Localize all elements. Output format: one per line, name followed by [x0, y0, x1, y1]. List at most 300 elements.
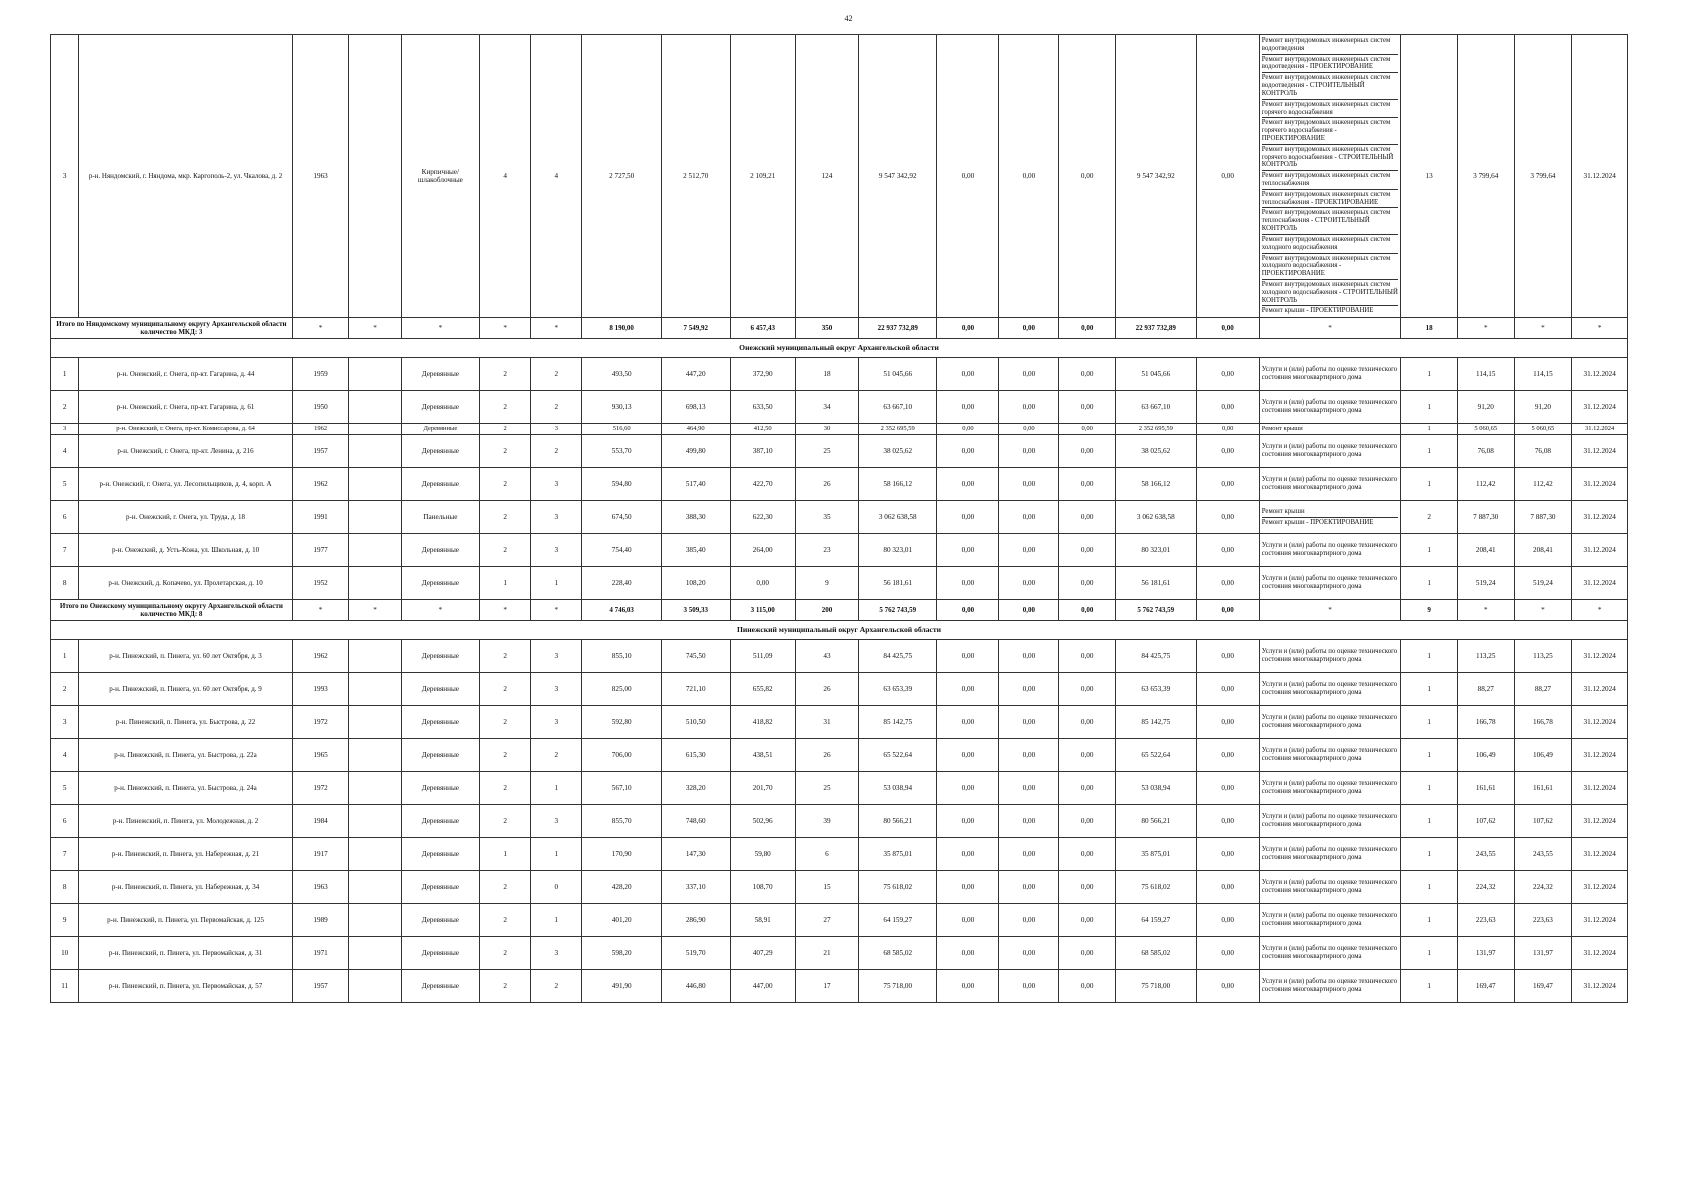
- cell-unit-cost: 88,27: [1457, 673, 1514, 706]
- cell-entrances: 3: [531, 937, 582, 970]
- cell-wall-material: Деревянные: [401, 567, 479, 600]
- cell-work-count: 1: [1401, 435, 1458, 468]
- cell-cost-total: 68 585,02: [859, 937, 937, 970]
- cell-area-total: 516,60: [582, 424, 662, 435]
- cell-wall-material: Деревянные: [401, 904, 479, 937]
- cell-empty: [349, 739, 401, 772]
- cell-completion-date: 31.12.2024: [1572, 424, 1628, 435]
- cell-cost-total: 84 425,75: [859, 640, 937, 673]
- cell-area-total: 855,70: [582, 805, 662, 838]
- work-item: Ремонт внутридомовых инженерных систем горячего водоснабжения - ПРОЕКТИРОВАНИЕ: [1262, 118, 1399, 144]
- cell-year: 1984: [292, 805, 349, 838]
- cell-num: 2: [51, 673, 79, 706]
- cell-fund-3: 0,00: [1059, 937, 1116, 970]
- cell-residents: 9: [795, 567, 858, 600]
- cell-floors: 1: [480, 567, 531, 600]
- cell-fund-4: 0,00: [1196, 970, 1259, 1003]
- cell-star: *: [1572, 600, 1628, 621]
- cell-area-premises: 517,40: [661, 468, 730, 501]
- cell-area-total: 855,10: [582, 640, 662, 673]
- cell-fund-3: 0,00: [1059, 805, 1116, 838]
- cell-area-total: 4 746,03: [582, 600, 662, 621]
- cell-fund-1: 0,00: [937, 600, 999, 621]
- cell-area-residential: 438,51: [730, 739, 795, 772]
- cell-year: 1965: [292, 739, 349, 772]
- cell-fund-1: 0,00: [937, 567, 999, 600]
- cell-residents: 18: [795, 358, 858, 391]
- cell-residents: 30: [795, 424, 858, 435]
- cell-wall-material: Деревянные: [401, 673, 479, 706]
- work-item: Ремонт внутридомовых инженерных систем горячего водоснабжения - СТРОИТЕЛЬНЫЙ КОНТРОЛЬ: [1262, 145, 1399, 171]
- cell-area-residential: 108,70: [730, 871, 795, 904]
- cell-floors: 2: [480, 358, 531, 391]
- cell-unit-cost: 131,97: [1457, 937, 1514, 970]
- cell-year: 1962: [292, 424, 349, 435]
- cell-owners-funds: 9 547 342,92: [1116, 35, 1197, 318]
- cell-num: 3: [51, 706, 79, 739]
- cell-area-premises: 108,20: [661, 567, 730, 600]
- cell-area-premises: 147,30: [661, 838, 730, 871]
- cell-fund-2: 0,00: [999, 904, 1059, 937]
- cell-area-total: 598,20: [582, 937, 662, 970]
- cell-floors: 2: [480, 739, 531, 772]
- cell-entrances: 1: [531, 904, 582, 937]
- cell-address: р-н. Онежский, г. Онега, пр-кт. Комиссарова, д. 64: [79, 424, 292, 435]
- cell-fund-4: 0,00: [1196, 391, 1259, 424]
- cell-entrances: 3: [531, 468, 582, 501]
- cell-unit-cost-max: 107,62: [1514, 805, 1572, 838]
- cell-entrances: 2: [531, 435, 582, 468]
- work-item: Ремонт крыши - ПРОЕКТИРОВАНИЕ: [1261, 518, 1374, 526]
- cell-completion-date: 31.12.2024: [1572, 640, 1628, 673]
- cell-residents: 34: [795, 391, 858, 424]
- cell-star: *: [1457, 318, 1514, 339]
- cell-fund-1: 0,00: [937, 805, 999, 838]
- cell-unit-cost: 106,49: [1457, 739, 1514, 772]
- table-row: [51, 970, 1628, 1003]
- cell-num: 1: [51, 358, 79, 391]
- cell-year: 1991: [292, 501, 349, 534]
- cell-wall-material: Деревянные: [401, 534, 479, 567]
- cell-fund-3: 0,00: [1059, 501, 1116, 534]
- cell-fund-4: 0,00: [1196, 838, 1259, 871]
- cell-unit-cost: 113,25: [1457, 640, 1514, 673]
- cell-completion-date: 31.12.2024: [1572, 706, 1628, 739]
- cell-cost-total: 80 323,01: [859, 534, 937, 567]
- cell-cost-total: 51 045,66: [859, 358, 937, 391]
- work-item: Ремонт внутридомовых инженерных систем водоотведения - ПРОЕКТИРОВАНИЕ: [1262, 55, 1399, 74]
- cell-year: 1959: [292, 358, 349, 391]
- cell-wall-material: Деревянные: [401, 424, 479, 435]
- cell-unit-cost: 223,63: [1457, 904, 1514, 937]
- cell-fund-3: 0,00: [1059, 391, 1116, 424]
- cell-address: р-н. Пинежский, п. Пинега, ул. Молодежная, д. 2: [79, 805, 292, 838]
- cell-completion-date: 31.12.2024: [1572, 35, 1628, 318]
- cell-owners-funds: 75 618,02: [1116, 871, 1197, 904]
- cell-fund-2: 0,00: [999, 501, 1059, 534]
- cell-work-types: Услуги и (или) работы по оценке технического состояния многоквартирного дома: [1259, 805, 1401, 838]
- cell-star: *: [1457, 600, 1514, 621]
- cell-fund-4: 0,00: [1196, 871, 1259, 904]
- cell-wall-material: Деревянные: [401, 871, 479, 904]
- cell-area-total: 674,50: [582, 501, 662, 534]
- cell-residents: 17: [795, 970, 858, 1003]
- cell-fund-3: 0,00: [1059, 318, 1116, 339]
- cell-floors: 2: [480, 435, 531, 468]
- cell-residents: 26: [795, 673, 858, 706]
- cell-fund-1: 0,00: [937, 391, 999, 424]
- cell-year: 1993: [292, 673, 349, 706]
- cell-empty: [349, 772, 401, 805]
- cell-unit-cost-max: 91,20: [1514, 391, 1572, 424]
- table-row: [51, 567, 1628, 600]
- cell-work-count: 1: [1401, 706, 1458, 739]
- cell-unit-cost-max: 113,25: [1514, 640, 1572, 673]
- cell-empty: [349, 706, 401, 739]
- table-row: [51, 838, 1628, 871]
- cell-work-types: Услуги и (или) работы по оценке технического состояния многоквартирного дома: [1259, 640, 1401, 673]
- cell-star: *: [292, 318, 349, 339]
- table-row: [51, 391, 1628, 424]
- cell-area-total: 493,50: [582, 358, 662, 391]
- cell-completion-date: 31.12.2024: [1572, 468, 1628, 501]
- cell-residents: 26: [795, 739, 858, 772]
- cell-fund-3: 0,00: [1059, 772, 1116, 805]
- cell-work-count: 9: [1401, 600, 1458, 621]
- cell-unit-cost-max: 76,08: [1514, 435, 1572, 468]
- cell-fund-4: 0,00: [1196, 600, 1259, 621]
- cell-cost-total: 58 166,12: [859, 468, 937, 501]
- cell-unit-cost: 224,32: [1457, 871, 1514, 904]
- cell-star: *: [1572, 318, 1628, 339]
- cell-cost-total: 53 038,94: [859, 772, 937, 805]
- cell-fund-3: 0,00: [1059, 706, 1116, 739]
- cell-cost-total: 22 937 732,89: [859, 318, 937, 339]
- cell-empty: [349, 673, 401, 706]
- cell-area-total: 825,00: [582, 673, 662, 706]
- cell-cost-total: 63 667,10: [859, 391, 937, 424]
- cell-fund-2: 0,00: [999, 567, 1059, 600]
- table-row: [51, 772, 1628, 805]
- cell-star: *: [1259, 600, 1401, 621]
- cell-fund-3: 0,00: [1059, 838, 1116, 871]
- cell-year: 1917: [292, 838, 349, 871]
- cell-residents: 26: [795, 468, 858, 501]
- cell-empty: [349, 937, 401, 970]
- work-item: Ремонт внутридомовых инженерных систем холодного водоснабжения - ПРОЕКТИРОВАНИЕ: [1262, 254, 1399, 280]
- cell-area-total: 2 727,50: [582, 35, 662, 318]
- cell-address: р-н. Пинежский, п. Пинега, ул. 60 лет Октября, д. 9: [79, 673, 292, 706]
- cell-work-types: [1259, 501, 1401, 534]
- cell-unit-cost: 243,55: [1457, 838, 1514, 871]
- cell-owners-funds: 84 425,75: [1116, 640, 1197, 673]
- cell-year: 1957: [292, 435, 349, 468]
- cell-fund-1: 0,00: [937, 424, 999, 435]
- cell-area-premises: 286,90: [661, 904, 730, 937]
- cell-area-premises: 499,80: [661, 435, 730, 468]
- cell-work-count: 1: [1401, 937, 1458, 970]
- cell-area-residential: 633,50: [730, 391, 795, 424]
- cell-empty: [349, 904, 401, 937]
- cell-year: 1972: [292, 706, 349, 739]
- cell-work-count: 1: [1401, 424, 1458, 435]
- cell-fund-2: 0,00: [999, 600, 1059, 621]
- cell-fund-1: 0,00: [937, 468, 999, 501]
- cell-area-premises: 745,50: [661, 640, 730, 673]
- cell-entrances: 1: [531, 567, 582, 600]
- cell-unit-cost: 112,42: [1457, 468, 1514, 501]
- cell-unit-cost-max: 169,47: [1514, 970, 1572, 1003]
- cell-owners-funds: 56 181,61: [1116, 567, 1197, 600]
- cell-wall-material: Кирпичные/шлакоблочные: [401, 35, 479, 318]
- cell-empty: [349, 468, 401, 501]
- cell-completion-date: 31.12.2024: [1572, 970, 1628, 1003]
- cell-wall-material: Деревянные: [401, 937, 479, 970]
- cell-area-premises: 748,60: [661, 805, 730, 838]
- cell-completion-date: 31.12.2024: [1572, 435, 1628, 468]
- cell-owners-funds: 80 323,01: [1116, 534, 1197, 567]
- cell-work-types: Услуги и (или) работы по оценке технического состояния многоквартирного дома: [1259, 534, 1401, 567]
- cell-work-count: 2: [1401, 501, 1458, 534]
- cell-owners-funds: 68 585,02: [1116, 937, 1197, 970]
- subtotal-label: Итого по Онежскому муниципальному округу Архангельской области количество МКД: 8: [51, 600, 293, 621]
- cell-fund-2: 0,00: [999, 970, 1059, 1003]
- cell-area-residential: 622,30: [730, 501, 795, 534]
- cell-fund-4: 0,00: [1196, 501, 1259, 534]
- cell-num: 3: [51, 424, 79, 435]
- cell-residents: 200: [795, 600, 858, 621]
- cell-work-count: 1: [1401, 838, 1458, 871]
- table-row: [51, 673, 1628, 706]
- cell-address: р-н. Няндомский, г. Няндома, мкр. Каргополь-2, ул. Чкалова, д. 2: [79, 35, 292, 318]
- cell-work-types: Услуги и (или) работы по оценке технического состояния многоквартирного дома: [1259, 673, 1401, 706]
- cell-entrances: 2: [531, 391, 582, 424]
- cell-unit-cost: 3 799,64: [1457, 35, 1514, 318]
- cell-fund-3: 0,00: [1059, 871, 1116, 904]
- cell-wall-material: Деревянные: [401, 435, 479, 468]
- work-item: Ремонт внутридомовых инженерных систем холодного водоснабжения - СТРОИТЕЛЬНЫЙ КОНТРОЛЬ: [1262, 280, 1399, 306]
- cell-owners-funds: 75 718,00: [1116, 970, 1197, 1003]
- cell-fund-1: 0,00: [937, 318, 999, 339]
- cell-unit-cost: 161,61: [1457, 772, 1514, 805]
- cell-unit-cost: 208,41: [1457, 534, 1514, 567]
- cell-work-count: 1: [1401, 358, 1458, 391]
- cell-wall-material: Деревянные: [401, 358, 479, 391]
- cell-completion-date: 31.12.2024: [1572, 937, 1628, 970]
- cell-area-residential: 502,96: [730, 805, 795, 838]
- cell-fund-1: 0,00: [937, 35, 999, 318]
- cell-num: 6: [51, 501, 79, 534]
- cell-area-residential: 447,00: [730, 970, 795, 1003]
- cell-floors: 2: [480, 871, 531, 904]
- cell-fund-2: 0,00: [999, 358, 1059, 391]
- cell-area-total: 754,40: [582, 534, 662, 567]
- cell-fund-4: 0,00: [1196, 904, 1259, 937]
- cell-fund-1: 0,00: [937, 358, 999, 391]
- cell-unit-cost-max: 243,55: [1514, 838, 1572, 871]
- cell-fund-1: 0,00: [937, 739, 999, 772]
- cell-empty: [349, 838, 401, 871]
- cell-address: р-н. Пинежский, п. Пинега, ул. Быстрова, д. 22а: [79, 739, 292, 772]
- cell-empty: [349, 35, 401, 318]
- cell-area-residential: 3 115,00: [730, 600, 795, 621]
- cell-fund-1: 0,00: [937, 706, 999, 739]
- cell-floors: 4: [480, 35, 531, 318]
- cell-fund-1: 0,00: [937, 501, 999, 534]
- cell-unit-cost: 114,15: [1457, 358, 1514, 391]
- cell-address: р-н. Онежский, г. Онега, пр-кт. Гагарина, д. 61: [79, 391, 292, 424]
- cell-empty: [349, 567, 401, 600]
- cell-area-residential: 418,82: [730, 706, 795, 739]
- cell-completion-date: 31.12.2024: [1572, 358, 1628, 391]
- cell-address: р-н. Онежский, г. Онега, пр-кт. Гагарина, д. 44: [79, 358, 292, 391]
- cell-empty: [349, 501, 401, 534]
- cell-cost-total: 56 181,61: [859, 567, 937, 600]
- page-number: 42: [844, 14, 853, 23]
- cell-wall-material: Деревянные: [401, 706, 479, 739]
- table-row: [51, 468, 1628, 501]
- cell-year: 1950: [292, 391, 349, 424]
- cell-num: 5: [51, 772, 79, 805]
- cell-cost-total: 65 522,64: [859, 739, 937, 772]
- cell-owners-funds: 63 653,39: [1116, 673, 1197, 706]
- cell-fund-3: 0,00: [1059, 904, 1116, 937]
- cell-floors: 2: [480, 772, 531, 805]
- cell-area-premises: 519,70: [661, 937, 730, 970]
- cell-residents: 25: [795, 435, 858, 468]
- cell-address: р-н. Онежский, г. Онега, ул. Лесопильщиков, д. 4, корп. А: [79, 468, 292, 501]
- cell-completion-date: 31.12.2024: [1572, 501, 1628, 534]
- cell-num: 9: [51, 904, 79, 937]
- cell-fund-3: 0,00: [1059, 468, 1116, 501]
- cell-residents: 31: [795, 706, 858, 739]
- cell-empty: [349, 640, 401, 673]
- cell-fund-2: 0,00: [999, 640, 1059, 673]
- cell-floors: 2: [480, 706, 531, 739]
- cell-star: *: [480, 600, 531, 621]
- cell-fund-2: 0,00: [999, 937, 1059, 970]
- work-item: Ремонт внутридомовых инженерных систем холодного водоснабжения: [1262, 235, 1399, 254]
- cell-year: 1952: [292, 567, 349, 600]
- cell-cost-total: 85 142,75: [859, 706, 937, 739]
- cell-entrances: 0: [531, 871, 582, 904]
- work-item: Ремонт крыши: [1262, 507, 1399, 518]
- cell-residents: 43: [795, 640, 858, 673]
- cell-area-premises: 337,10: [661, 871, 730, 904]
- cell-wall-material: Деревянные: [401, 970, 479, 1003]
- cell-owners-funds: 65 522,64: [1116, 739, 1197, 772]
- cell-star: *: [349, 600, 401, 621]
- cell-wall-material: Деревянные: [401, 772, 479, 805]
- cell-residents: 21: [795, 937, 858, 970]
- cell-work-types: Услуги и (или) работы по оценке технического состояния многоквартирного дома: [1259, 838, 1401, 871]
- cell-fund-2: 0,00: [999, 391, 1059, 424]
- cell-unit-cost: 91,20: [1457, 391, 1514, 424]
- cell-fund-4: 0,00: [1196, 435, 1259, 468]
- cell-fund-4: 0,00: [1196, 640, 1259, 673]
- cell-residents: 27: [795, 904, 858, 937]
- cell-area-premises: 2 512,70: [661, 35, 730, 318]
- cell-fund-3: 0,00: [1059, 673, 1116, 706]
- section-header-pinega: [51, 621, 1628, 640]
- cell-owners-funds: 3 062 638,58: [1116, 501, 1197, 534]
- cell-year: 1963: [292, 871, 349, 904]
- cell-unit-cost-max: 112,42: [1514, 468, 1572, 501]
- cell-work-count: 1: [1401, 640, 1458, 673]
- cell-area-total: 706,00: [582, 739, 662, 772]
- cell-empty: [349, 534, 401, 567]
- work-item: Ремонт внутридомовых инженерных систем теплоснабжения - ПРОЕКТИРОВАНИЕ: [1262, 190, 1399, 209]
- cell-area-premises: 328,20: [661, 772, 730, 805]
- section-title: Пинежский муниципальный округ Архангельской области: [51, 621, 1628, 640]
- cell-fund-3: 0,00: [1059, 424, 1116, 435]
- cell-work-count: 1: [1401, 805, 1458, 838]
- cell-year: 1989: [292, 904, 349, 937]
- cell-num: 7: [51, 534, 79, 567]
- cell-floors: 2: [480, 805, 531, 838]
- cell-num: 4: [51, 739, 79, 772]
- cell-empty: [349, 970, 401, 1003]
- table-row: [51, 739, 1628, 772]
- cell-address: р-н. Пинежский, п. Пинега, ул. 60 лет Октября, д. 3: [79, 640, 292, 673]
- cell-completion-date: 31.12.2024: [1572, 772, 1628, 805]
- cell-area-residential: 6 457,43: [730, 318, 795, 339]
- cell-area-residential: 422,70: [730, 468, 795, 501]
- cell-fund-4: 0,00: [1196, 424, 1259, 435]
- cell-area-premises: 446,80: [661, 970, 730, 1003]
- cell-area-premises: 510,50: [661, 706, 730, 739]
- repair-program-table: [50, 34, 1628, 1003]
- cell-address: р-н. Онежский, г. Онега, пр-кт. Ленина, д. 216: [79, 435, 292, 468]
- cell-completion-date: 31.12.2024: [1572, 534, 1628, 567]
- cell-residents: 124: [795, 35, 858, 318]
- cell-completion-date: 31.12.2024: [1572, 739, 1628, 772]
- cell-owners-funds: 63 667,10: [1116, 391, 1197, 424]
- cell-work-count: 1: [1401, 468, 1458, 501]
- cell-work-types: Услуги и (или) работы по оценке технического состояния многоквартирного дома: [1259, 937, 1401, 970]
- table-row: [51, 35, 1628, 318]
- cell-address: р-н. Пинежский, п. Пинега, ул. Первомайская, д. 31: [79, 937, 292, 970]
- cell-area-residential: 201,70: [730, 772, 795, 805]
- cell-fund-2: 0,00: [999, 838, 1059, 871]
- cell-residents: 23: [795, 534, 858, 567]
- cell-entrances: 2: [531, 970, 582, 1003]
- cell-area-premises: 721,10: [661, 673, 730, 706]
- cell-work-types: [1259, 35, 1401, 318]
- cell-floors: 2: [480, 424, 531, 435]
- cell-floors: 2: [480, 904, 531, 937]
- cell-entrances: 3: [531, 424, 582, 435]
- cell-fund-2: 0,00: [999, 805, 1059, 838]
- cell-unit-cost: 107,62: [1457, 805, 1514, 838]
- cell-fund-2: 0,00: [999, 534, 1059, 567]
- cell-fund-4: 0,00: [1196, 706, 1259, 739]
- cell-wall-material: Деревянные: [401, 640, 479, 673]
- cell-work-count: 1: [1401, 739, 1458, 772]
- cell-work-count: 1: [1401, 772, 1458, 805]
- work-item: Ремонт внутридомовых инженерных систем теплоснабжения - СТРОИТЕЛЬНЫЙ КОНТРОЛЬ: [1262, 208, 1399, 234]
- cell-fund-2: 0,00: [999, 424, 1059, 435]
- cell-fund-4: 0,00: [1196, 567, 1259, 600]
- cell-work-count: 1: [1401, 673, 1458, 706]
- cell-owners-funds: 35 875,01: [1116, 838, 1197, 871]
- cell-floors: 2: [480, 640, 531, 673]
- cell-fund-3: 0,00: [1059, 640, 1116, 673]
- cell-floors: 2: [480, 970, 531, 1003]
- table-row: [51, 706, 1628, 739]
- cell-residents: 35: [795, 501, 858, 534]
- cell-num: 2: [51, 391, 79, 424]
